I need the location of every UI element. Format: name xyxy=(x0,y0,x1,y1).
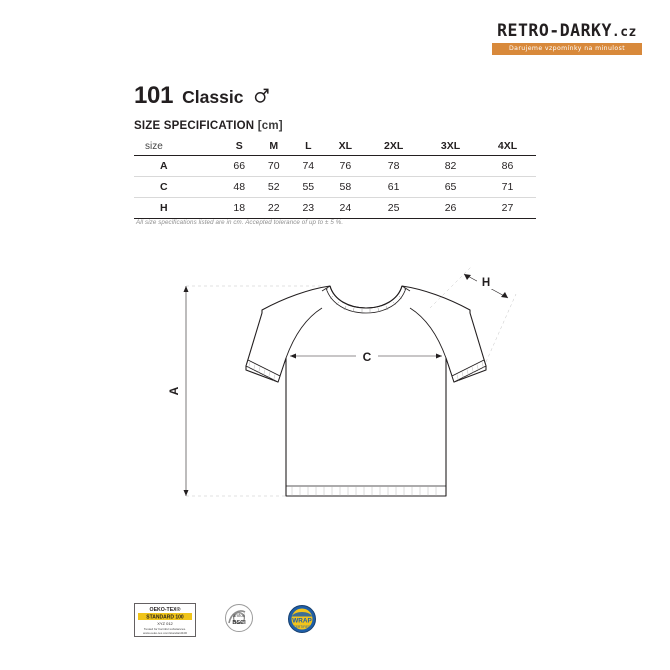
size-specification-label: SIZE SPECIFICATION xyxy=(134,120,255,132)
size-table-wrapper xyxy=(134,136,536,219)
table-corner-label: size xyxy=(134,136,222,156)
cell-h-s: 18 xyxy=(222,198,257,219)
dimension-h-label: H xyxy=(481,277,491,289)
oeko-tex-line2: STANDARD 100 xyxy=(146,614,184,621)
bsci-badge xyxy=(218,603,260,642)
cell-c-s: 48 xyxy=(222,177,257,198)
cell-h-m: 22 xyxy=(257,198,292,219)
cell-c-4xl: 71 xyxy=(479,177,536,198)
table-row xyxy=(134,156,536,177)
brand-logo-name: RETRO-DARKY xyxy=(497,21,612,40)
row-label-a: A xyxy=(134,156,222,177)
size-specification-unit: [cm] xyxy=(257,120,283,132)
row-label-c: C xyxy=(134,177,222,198)
tshirt-outline xyxy=(246,286,486,496)
tolerance-note: All size specifications listed are in cm. Accepted tolerance of up to ± 5 %. xyxy=(136,219,344,226)
oeko-tex-line1: OEKO-TEX® xyxy=(149,607,181,613)
cell-h-2xl: 25 xyxy=(365,198,422,219)
cell-c-m: 52 xyxy=(257,177,292,198)
product-name: Classic xyxy=(182,87,244,107)
cell-a-m: 70 xyxy=(257,156,292,177)
size-specification-heading xyxy=(134,120,283,132)
male-gender-icon xyxy=(254,86,269,109)
table-col-3xl: 3XL xyxy=(422,136,479,156)
table-row xyxy=(134,198,536,219)
cell-a-s: 66 xyxy=(222,156,257,177)
cell-h-l: 23 xyxy=(291,198,326,219)
bsci-line1: amfori xyxy=(232,613,246,618)
product-code: 101 xyxy=(134,82,174,109)
table-row xyxy=(134,177,536,198)
brand-tagline: Darujeme vzpomínky na minulost xyxy=(492,43,642,56)
table-col-xl: XL xyxy=(326,136,366,156)
cell-a-l: 74 xyxy=(291,156,326,177)
table-col-l: L xyxy=(291,136,326,156)
wrap-badge xyxy=(282,603,322,642)
cell-h-xl: 24 xyxy=(326,198,366,219)
wrap-line2: CERTIFIED xyxy=(293,625,311,629)
certification-badges xyxy=(134,603,322,642)
row-label-h: H xyxy=(134,198,222,219)
product-title xyxy=(134,82,269,110)
technical-drawing xyxy=(134,258,544,528)
cell-a-2xl: 78 xyxy=(365,156,422,177)
oeko-tex-line4: Tested for harmful substances. xyxy=(143,626,187,631)
size-table xyxy=(134,136,536,219)
cell-c-l: 55 xyxy=(291,177,326,198)
brand-logo-text xyxy=(492,22,642,40)
table-header-row xyxy=(134,136,536,156)
dimension-a-label: A xyxy=(167,386,181,396)
cell-h-4xl: 27 xyxy=(479,198,536,219)
dimension-c-label: C xyxy=(362,350,372,364)
bsci-line2: BSCI xyxy=(232,620,246,626)
oeko-tex-line5: www.oeko-tex.com/standard100 xyxy=(142,631,188,635)
table-col-m: M xyxy=(257,136,292,156)
cell-a-3xl: 82 xyxy=(422,156,479,177)
cell-c-2xl: 61 xyxy=(365,177,422,198)
oeko-tex-badge xyxy=(134,603,196,642)
wrap-line1: WRAP xyxy=(292,617,312,625)
cell-a-4xl: 86 xyxy=(479,156,536,177)
cell-c-xl: 58 xyxy=(326,177,366,198)
cell-a-xl: 76 xyxy=(326,156,366,177)
oeko-tex-line3: XYZ 012 xyxy=(157,621,173,626)
table-col-4xl: 4XL xyxy=(479,136,536,156)
brand-logo xyxy=(492,22,642,55)
table-col-2xl: 2XL xyxy=(365,136,422,156)
cell-h-3xl: 26 xyxy=(422,198,479,219)
cell-c-3xl: 65 xyxy=(422,177,479,198)
brand-logo-domain: .cz xyxy=(611,25,637,40)
table-col-s: S xyxy=(222,136,257,156)
